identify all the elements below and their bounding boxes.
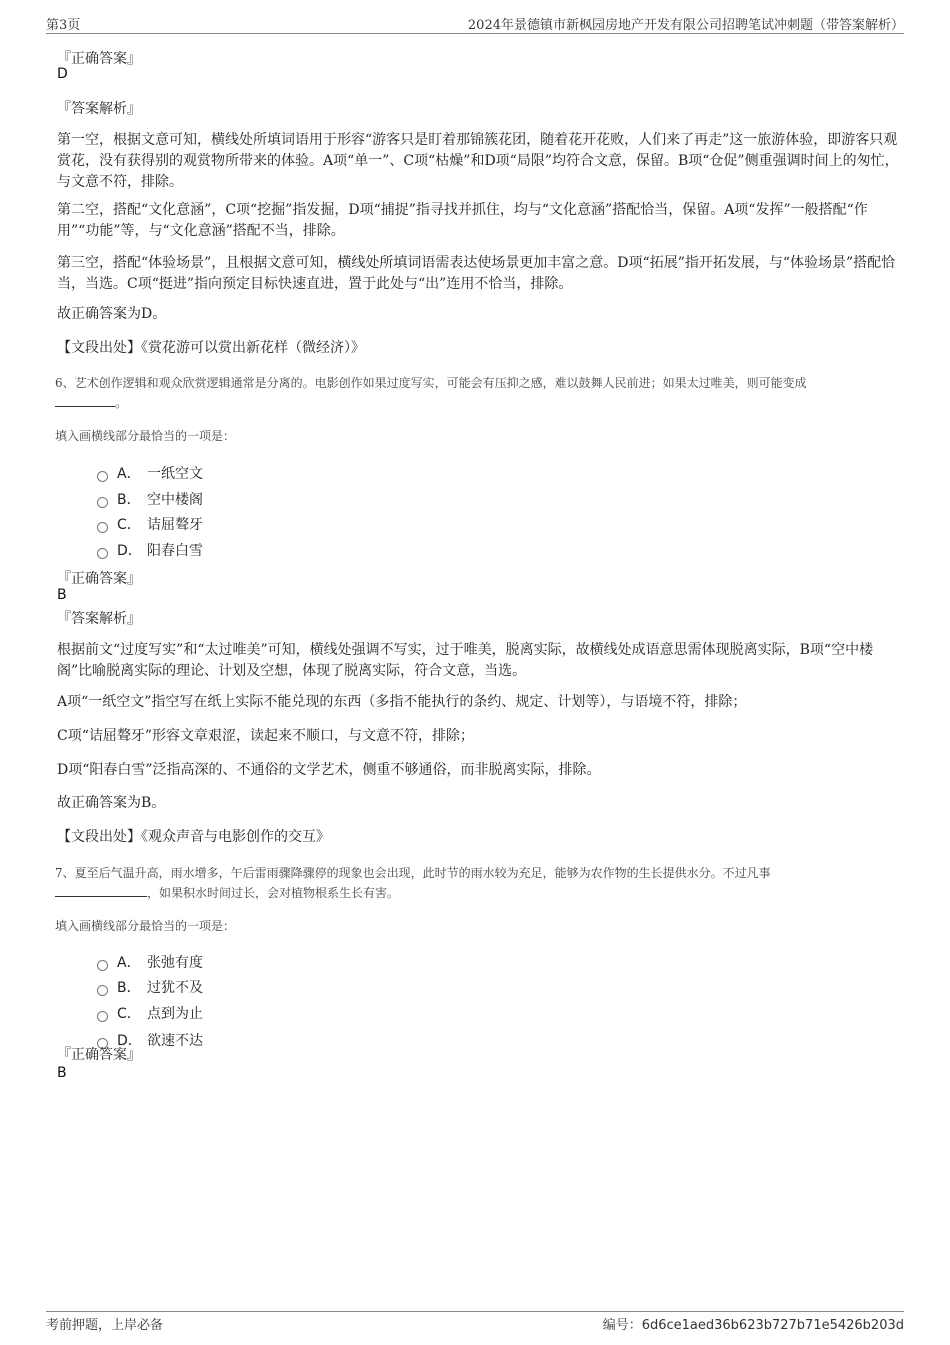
question-stem (55, 373, 900, 413)
option-letter: D． (117, 543, 142, 559)
option-text: 欲速不达 (147, 1033, 203, 1049)
option-letter: C． (117, 517, 141, 533)
radio-icon[interactable] (97, 1011, 108, 1022)
option-letter: D． (117, 1033, 142, 1049)
header-rule (46, 33, 904, 34)
option-text: 一纸空文 (147, 466, 203, 482)
radio-icon[interactable] (97, 960, 108, 971)
radio-icon[interactable] (97, 548, 108, 559)
footer-code-value: 6d6ce1aed36b623b727b71e5426b203d (641, 1318, 904, 1333)
radio-icon[interactable] (97, 985, 108, 996)
option-text: 过犹不及 (147, 980, 203, 996)
radio-icon[interactable] (97, 522, 108, 533)
question-stem (55, 863, 900, 903)
option-letter: A． (117, 955, 141, 971)
answer-label: 『正确答案』 (57, 51, 141, 67)
page-number: 第3页 (46, 18, 81, 33)
analysis-label: 『答案解析』 (57, 101, 141, 117)
question-stem-end: ，如果积水时间过长，会对植物根系生长有害。 (147, 886, 400, 900)
analysis-paragraph: 第三空，搭配“体验场景”，且根据文意可知，横线处所填词语需表达使场景更加丰富之意。D项“拓展”指开拓发展，与“体验场景”搭配恰当，当选。C项“挺进”指向预定目标快速直进，置于此处与“出”连用不恰当，排除。 (57, 255, 896, 292)
source-citation: 【文段出处】《赏花游可以赏出新花样（微经济）》 (57, 340, 365, 356)
answer-value: B (57, 587, 67, 603)
question-prompt: 填入画横线部分最恰当的一项是： (55, 429, 236, 443)
analysis-paragraph: 第二空，搭配“文化意涵”，C项“挖掘”指发掘，D项“捕捉”指寻找并抓住，均与“文化意涵”搭配恰当，保留。A项“发挥”一般搭配“作用”“功能”等，与“文化意涵”搭配不当，排除。 (57, 202, 868, 239)
option-a[interactable] (97, 462, 203, 484)
footer-slogan: 考前押题，上岸必备 (46, 1318, 164, 1333)
option-b[interactable] (97, 976, 203, 998)
analysis-conclusion: 故正确答案为B。 (57, 795, 166, 811)
answer-value: B (57, 1065, 67, 1081)
option-text: 诘屈聱牙 (147, 517, 203, 533)
footer-rule (46, 1311, 904, 1312)
question-stem-text: 7、夏至后气温升高，雨水增多，午后雷雨骤降骤停的现象也会出现，此时节的雨水较为充足，能够为农作物的生长提供水分。不过凡事 (55, 866, 771, 880)
analysis-paragraph: 第一空，根据文意可知，横线处所填词语用于形容“游客只是盯着那锦簇花团，随着花开花败，人们来了再走”这一旅游体验，即游客只观赏花，没有获得别的观赏物所带来的体验。A项“单一”、C项“枯燥”和D项“局限”均符合文意，保留。B项“仓促”侧重强调时间上的匆忙，与文意不符，排除。 (57, 132, 899, 190)
fill-blank (55, 884, 147, 897)
analysis-paragraph: A项“一纸空文”指空写在纸上实际不能兑现的东西（多指不能执行的条约、规定、计划等），与语境不符，排除； (57, 694, 747, 710)
option-d[interactable] (97, 539, 203, 561)
analysis-paragraph: C项“诘屈聱牙”形容文章艰涩，读起来不顺口，与文意不符，排除； (57, 728, 475, 744)
analysis-paragraph: 根据前文“过度写实”和“太过唯美”可知，横线处强调不写实，过于唯美，脱离实际，故横线处成语意思需体现脱离实际，B项“空中楼阁”比喻脱离实际的理论、计划及空想，体现了脱离实际，符合文意，当选。 (57, 642, 874, 679)
option-letter: B． (117, 492, 141, 508)
answer-value: D (57, 66, 68, 82)
answer-label: 『正确答案』 (57, 1047, 141, 1063)
option-text: 点到为止 (147, 1006, 203, 1022)
analysis-label: 『答案解析』 (57, 611, 141, 627)
question-prompt: 填入画横线部分最恰当的一项是： (55, 919, 236, 933)
footer-code-label: 编号： (602, 1318, 642, 1333)
option-a[interactable] (97, 951, 203, 973)
fill-blank (55, 394, 115, 407)
option-c[interactable] (97, 513, 203, 535)
footer-code (603, 1314, 904, 1333)
radio-icon[interactable] (97, 497, 108, 508)
option-b[interactable] (97, 488, 203, 510)
question-stem-text: 6、艺术创作逻辑和观众欣赏逻辑通常是分离的。电影创作如果过度写实，可能会有压抑之感，难以鼓舞人民前进；如果太过唯美，则可能变成 (55, 376, 807, 390)
radio-icon[interactable] (97, 471, 108, 482)
option-text: 空中楼阁 (147, 492, 203, 508)
source-citation: 【文段出处】《观众声音与电影创作的交互》 (57, 829, 330, 845)
question-stem-end: 。 (115, 396, 128, 410)
document-title: 2024年景德镇市新枫园房地产开发有限公司招聘笔试冲刺题（带答案解析） (467, 18, 904, 33)
analysis-paragraph: D项“阳春白雪”泛指高深的、不通俗的文学艺术，侧重不够通俗，而非脱离实际，排除。 (57, 762, 601, 778)
option-text: 张弛有度 (147, 955, 203, 971)
option-text: 阳春白雪 (147, 543, 203, 559)
option-letter: A． (117, 466, 141, 482)
analysis-conclusion: 故正确答案为D。 (57, 306, 167, 322)
option-c[interactable] (97, 1002, 203, 1024)
answer-label: 『正确答案』 (57, 571, 141, 587)
option-letter: B． (117, 980, 141, 996)
option-letter: C． (117, 1006, 141, 1022)
